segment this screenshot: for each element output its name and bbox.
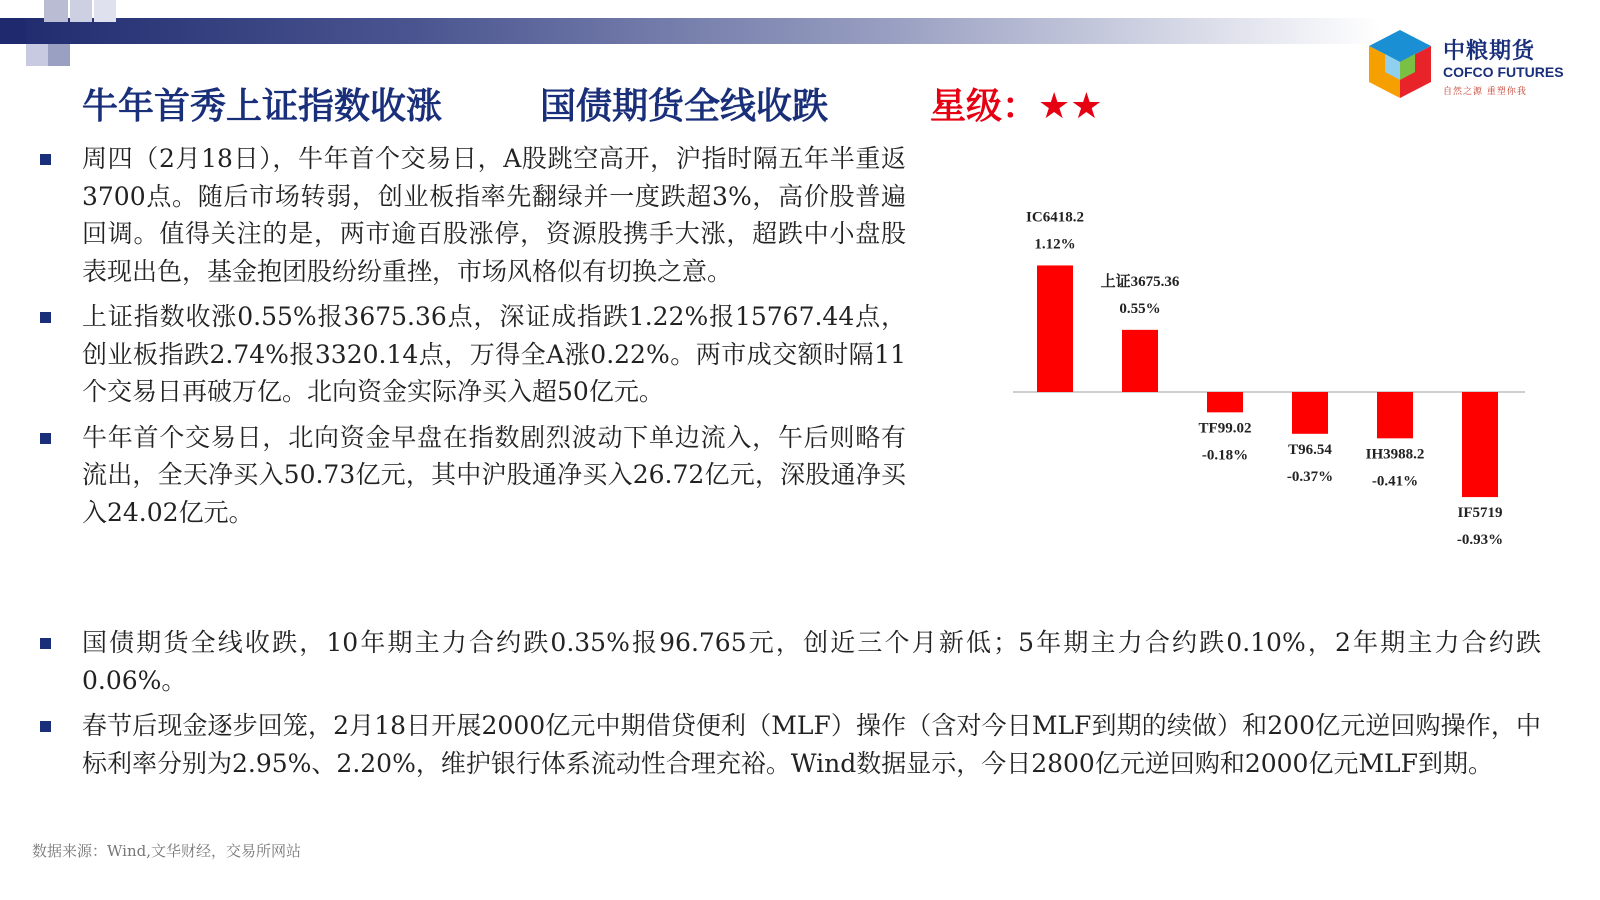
bullet-square-icon (40, 154, 51, 165)
bullet-text: 春节后现金逐步回笼，2月18日开展2000亿元中期借贷便利（MLF）操作（含对今日MLF到期的续做）和200亿元逆回购操作，中标利率分别为2.95%、2.20%，维护银行体系流动性合理充裕。Wind数据显示，今日2800亿元逆回购和2000亿元MLF到期。 (82, 711, 1541, 778)
list-item (36, 140, 906, 290)
title-rating: 星级：★★ (930, 86, 1103, 127)
decor-square (26, 44, 48, 66)
bar-value-label: -0.18% (1201, 447, 1249, 464)
bar-category-label: 上证3675.36 (1100, 273, 1180, 290)
decor-square (48, 44, 70, 66)
chart-bar (1292, 392, 1328, 434)
bullet-square-icon (40, 433, 51, 444)
bullet-text: 周四（2月18日），牛年首个交易日，A股跳空高开，沪指时隔五年半重返3700点。随后市场转弱，创业板指率先翻绿并一度跌超3%，高价股普遍回调。值得关注的是，两市逾百股涨停，资源股携手大涨，超跌中小盘股表现出色，基金抱团股纷纷重挫，市场风格似有切换之意。 (82, 144, 906, 286)
logo-name-cn: 中粮期货 (1443, 39, 1536, 64)
bullet-list-bottom (36, 624, 1541, 790)
list-item (36, 419, 906, 532)
header-band (0, 18, 1380, 44)
chart-bar (1377, 392, 1413, 438)
title-bond: 国债期货全线收跌 (540, 86, 829, 127)
list-item (36, 624, 1541, 699)
list-item (36, 298, 906, 411)
decor-square (94, 0, 116, 22)
bar-category-label: IC6418.2 (1026, 209, 1084, 226)
title-equity: 牛年首秀上证指数收涨 (82, 86, 443, 127)
chart-bar (1122, 330, 1158, 392)
cube-logo-icon (1365, 28, 1435, 100)
logo-name-en: COFCO FUTURES (1443, 64, 1564, 80)
bar-category-label: IH3988.2 (1365, 446, 1425, 463)
bullet-text: 上证指数收涨0.55%报3675.36点，深证成指跌1.22%报15767.44点，创业板指跌2.74%报3320.14点，万得全A涨0.22%。两市成交额时隔11个交易日再破万亿。北向资金实际净买入超50亿元。 (82, 302, 906, 406)
bullet-square-icon (40, 721, 51, 732)
bar-category-label: T96.54 (1288, 441, 1332, 458)
futures-change-bar-chart (1005, 200, 1545, 570)
chart-bar (1462, 392, 1498, 497)
bullet-text: 牛年首个交易日，北向资金早盘在指数剧烈波动下单边流入，午后则略有流出，全天净买入50.73亿元，其中沪股通净买入26.72亿元，深股通净买入24.02亿元。 (82, 422, 906, 527)
chart-bar (1037, 265, 1073, 392)
cofco-logo (1365, 28, 1595, 108)
bar-value-label: -0.37% (1286, 468, 1334, 485)
bar-value-label: 1.12% (1034, 236, 1076, 253)
list-item (36, 707, 1541, 782)
chart-bar (1207, 392, 1243, 412)
bar-category-label: IF5719 (1457, 505, 1503, 522)
bar-value-label: 0.55% (1119, 300, 1161, 317)
decor-square (0, 18, 26, 44)
bullet-square-icon (40, 638, 51, 649)
bullet-list-top (36, 140, 906, 539)
bullet-text: 国债期货全线收跌，10年期主力合约跌0.35%报96.765元，创近三个月新低；5年期主力合约跌0.10%，2年期主力合约跌0.06%。 (82, 628, 1541, 695)
page-title (82, 78, 1362, 128)
logo-slogan: 自然之源 重塑你我 (1443, 87, 1527, 97)
decor-square (70, 0, 92, 22)
data-source-note: 数据来源：Wind,文华财经，交易所网站 (32, 842, 301, 860)
bullet-square-icon (40, 312, 51, 323)
bar-value-label: -0.41% (1371, 473, 1419, 490)
bar-value-label: -0.93% (1456, 532, 1504, 549)
decor-square (44, 0, 68, 22)
bar-category-label: TF99.02 (1198, 420, 1252, 437)
